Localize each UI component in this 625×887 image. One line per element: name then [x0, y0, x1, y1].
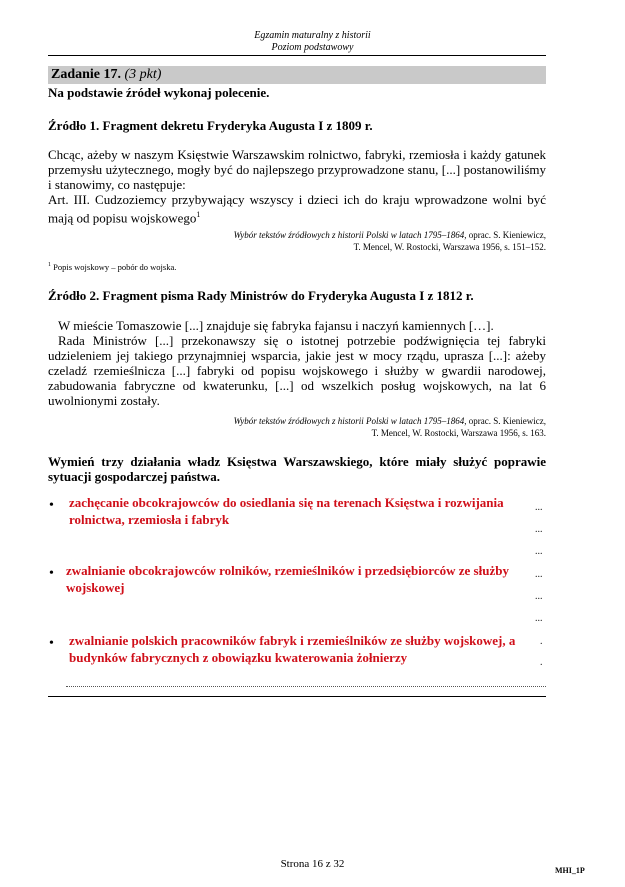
- source1-citation-authors: T. Mencel, W. Rostocki, Warszawa 1956, s. 151–152.: [353, 242, 546, 252]
- source1-footnote: [48, 262, 176, 272]
- source1-text: [48, 147, 546, 225]
- exam-header: [0, 30, 625, 54]
- source2-citation-title: Wybór tekstów źródłowych z historii Polski w latach 1795–1864: [233, 416, 465, 426]
- bullet-3: •: [49, 636, 54, 651]
- source2-text: [48, 318, 546, 408]
- header-rule: [48, 55, 546, 56]
- answer-3[interactable]: zwalnianie polskich pracowników fabryk i rzemieślników ze służby wojskowej, a budynków fabrycznych z obowiązku kwaterowania żołnierzy: [69, 633, 516, 665]
- task-number: Zadanie 17.: [51, 67, 122, 82]
- page-number: Strona 16 z 32: [280, 858, 345, 870]
- answer-3-dotted-line: [66, 680, 546, 687]
- source2-citation-authors: T. Mencel, W. Rostocki, Warszawa 1956, s. 163.: [371, 428, 546, 438]
- task-points: (3 pkt): [124, 67, 162, 82]
- exam-header-level: Poziom podstawowy: [271, 42, 354, 53]
- footnote-text: Popis wojskowy – pobór do wojska.: [53, 262, 177, 272]
- source2-heading: Źródło 2. Fragment pisma Rady Ministrów do Fryderyka Augusta I z 1812 r.: [48, 288, 474, 303]
- answer-1-dots-3: ...: [535, 546, 543, 557]
- task-instruction: Na podstawie źródeł wykonaj polecenie.: [48, 85, 270, 100]
- source1-citation: [150, 229, 546, 253]
- task-title: [51, 67, 161, 83]
- answer-2[interactable]: zwalnianie obcokrajowców rolników, rzemieślników i przedsiębiorców ze służby wojskowej: [66, 563, 509, 595]
- answer-2-dots-1: ...: [535, 569, 543, 580]
- source2-paragraph-2: Rada Ministrów [...] przekonawszy się o istotnej potrzebie podźwignięcia tej fabryki udzieleniem jej takiego przynajmniej wsparcia, jakie jest w mocy rządu, uprasza [...]: ażeby czeladź rzemieślnicza [...] fabryki od popisu wojskowego i służby w gwardii narodowej, zabudowania fabryczne od kwaterunku, [...] od wszelkich posług wojskowych, na lat 6 uwolnionymi zostały.: [48, 333, 546, 408]
- source1-article: Art. III. Cudzoziemcy przybywający wszyscy i dzieci ich do kraju wprowadzone wolni być mają od popisu wojskowego: [48, 192, 546, 226]
- bottom-rule: [48, 696, 546, 697]
- footnote-mark: 1: [196, 210, 201, 219]
- footnote-number: 1: [48, 262, 51, 269]
- source2-paragraph-1: W mieście Tomaszowie [...] znajduje się fabryka fajansu i naczyń kamiennych […].: [58, 318, 494, 333]
- bullet-2: •: [49, 566, 54, 581]
- source2-citation-editor: , oprac. S. Kieniewicz,: [464, 416, 546, 426]
- bullet-1: •: [49, 498, 54, 513]
- answer-2-dots-2: ...: [535, 591, 543, 602]
- task-question: Wymień trzy działania władz Księstwa Warszawskiego, które miały służyć poprawie sytuacji gospodarczej państwa.: [48, 454, 546, 484]
- answer-1-dots-2: ...: [535, 524, 543, 535]
- answer-1-dots-1: ...: [535, 502, 543, 513]
- source1-citation-editor: , oprac. S. Kieniewicz,: [464, 230, 546, 240]
- source1-citation-title: Wybór tekstów źródłowych z historii Polski w latach 1795–1864: [233, 230, 465, 240]
- exam-code: MHI_1P: [555, 866, 585, 875]
- source2-citation: [150, 415, 546, 439]
- answer-2-dots-3: ...: [535, 613, 543, 624]
- source1-paragraph: Chcąc, ażeby w naszym Księstwie Warszawskim rolnictwo, fabryki, rzemiosła i każdy gatunek przemysłu użytecznego, mogły być do najlepszego przyprowadzone stanu, [...] postanowiliśmy i stanowimy, co następuje:: [48, 147, 546, 192]
- answer-3-dot-1: .: [540, 636, 543, 647]
- answer-1[interactable]: zachęcanie obcokrajowców do osiedlania się na terenach Księstwa i rozwijania rolnictwa, rzemiosła i fabryk: [69, 495, 504, 527]
- exam-header-title: Egzamin maturalny z historii: [254, 30, 371, 41]
- source1-heading: Źródło 1. Fragment dekretu Fryderyka Augusta I z 1809 r.: [48, 118, 373, 133]
- answer-3-dot-2: .: [540, 657, 543, 668]
